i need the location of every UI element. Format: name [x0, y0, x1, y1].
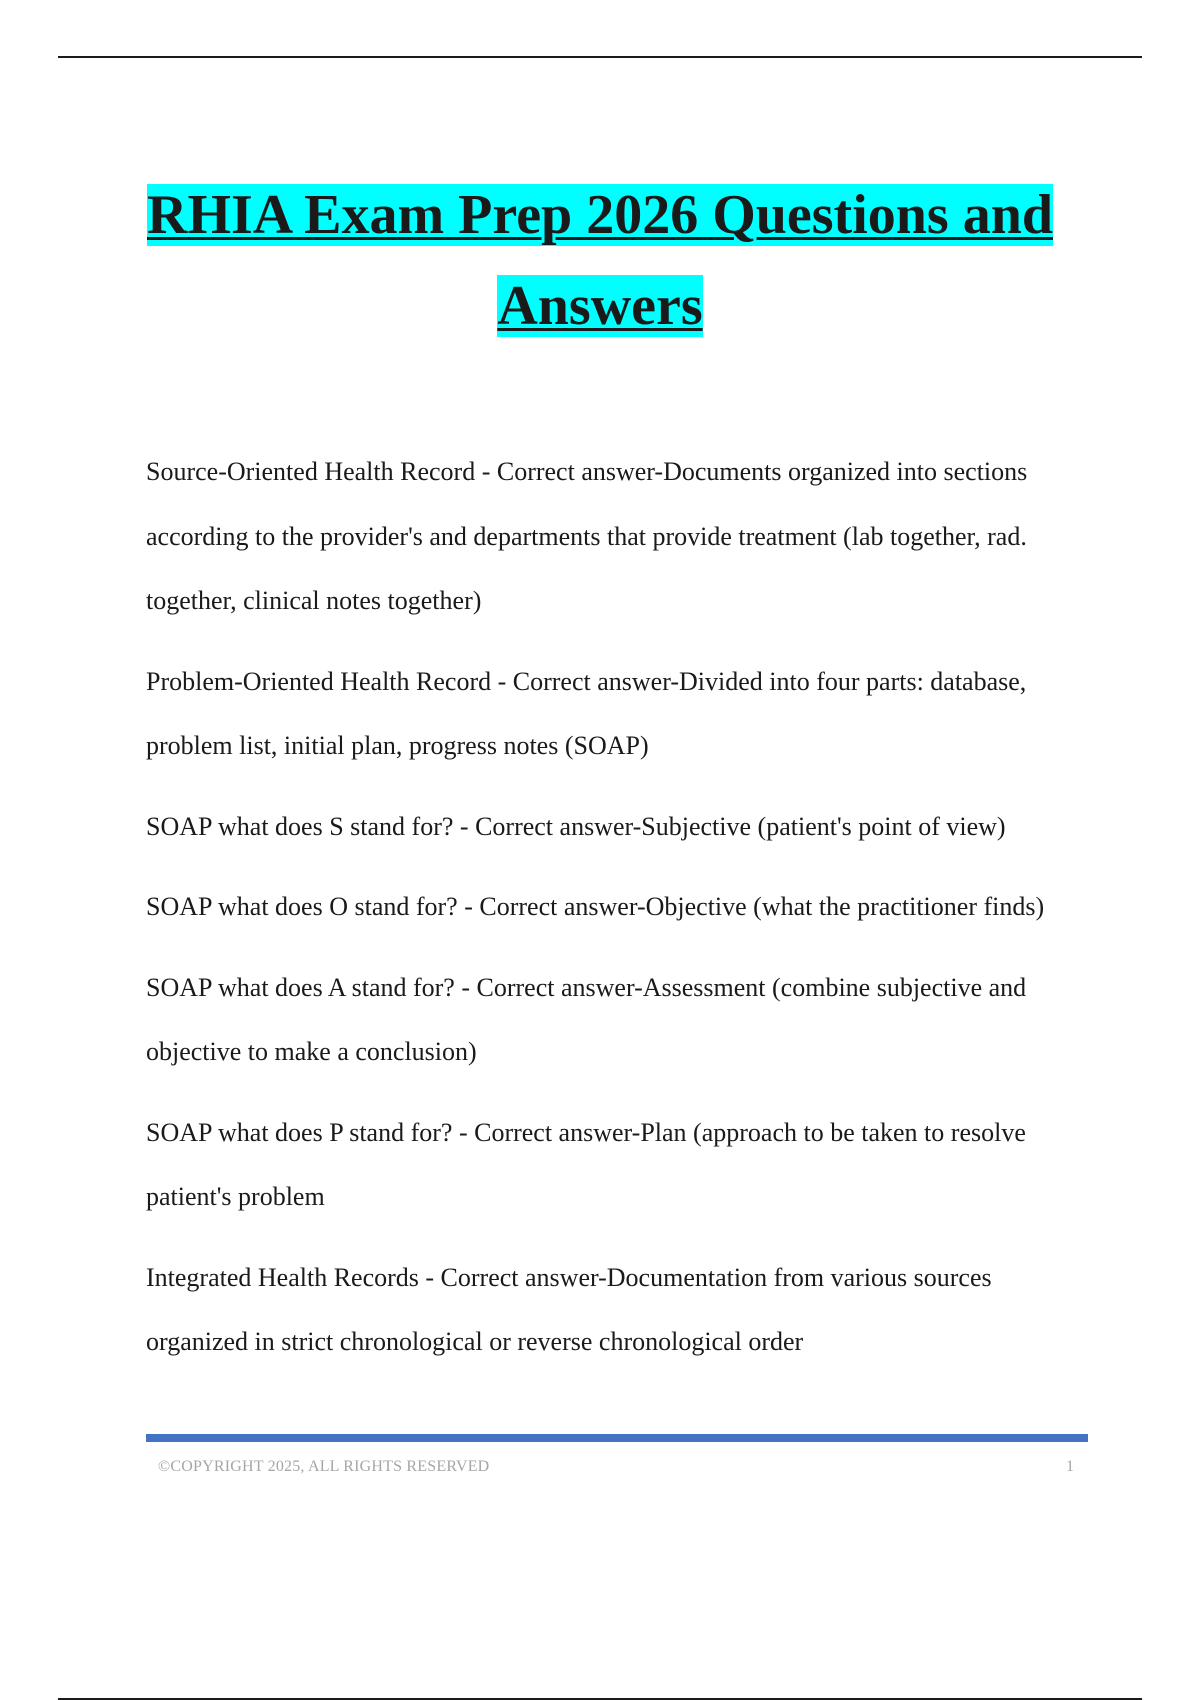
page-number: 1 [1066, 1458, 1074, 1475]
qa-item: Problem-Oriented Health Record - Correct answer-Divided into four parts: database, problem list, initial plan, progress notes (SOAP) [146, 666, 1027, 760]
qa-list [146, 440, 1086, 1391]
qa-item: Integrated Health Records - Correct answer-Documentation from various sources organized in strict chronological or reverse chronological order [146, 1262, 992, 1356]
qa-item: SOAP what does P stand for? - Correct answer-Plan (approach to be taken to resolve patient's problem [146, 1117, 1026, 1211]
qa-item: SOAP what does S stand for? - Correct answer-Subjective (patient's point of view) [146, 811, 1006, 841]
qa-item: SOAP what does A stand for? - Correct answer-Assessment (combine subjective and objective to make a conclusion) [146, 972, 1027, 1066]
footer-rule [146, 1434, 1088, 1442]
document-title [0, 170, 1200, 352]
qa-item: Source-Oriented Health Record - Correct answer-Documents organized into sections according to the provider's and departments that provide treatment (lab together, rad. together, clinical notes together) [146, 457, 1028, 615]
title-line-1: RHIA Exam Prep 2026 Questions and [147, 184, 1053, 246]
title-line-2: Answers [497, 275, 703, 337]
footer-copyright: ©COPYRIGHT 2025, ALL RIGHTS RESERVED [158, 1458, 490, 1475]
header-rule [58, 56, 1142, 58]
qa-item: SOAP what does O stand for? - Correct answer-Objective (what the practitioner finds) [146, 892, 1045, 921]
